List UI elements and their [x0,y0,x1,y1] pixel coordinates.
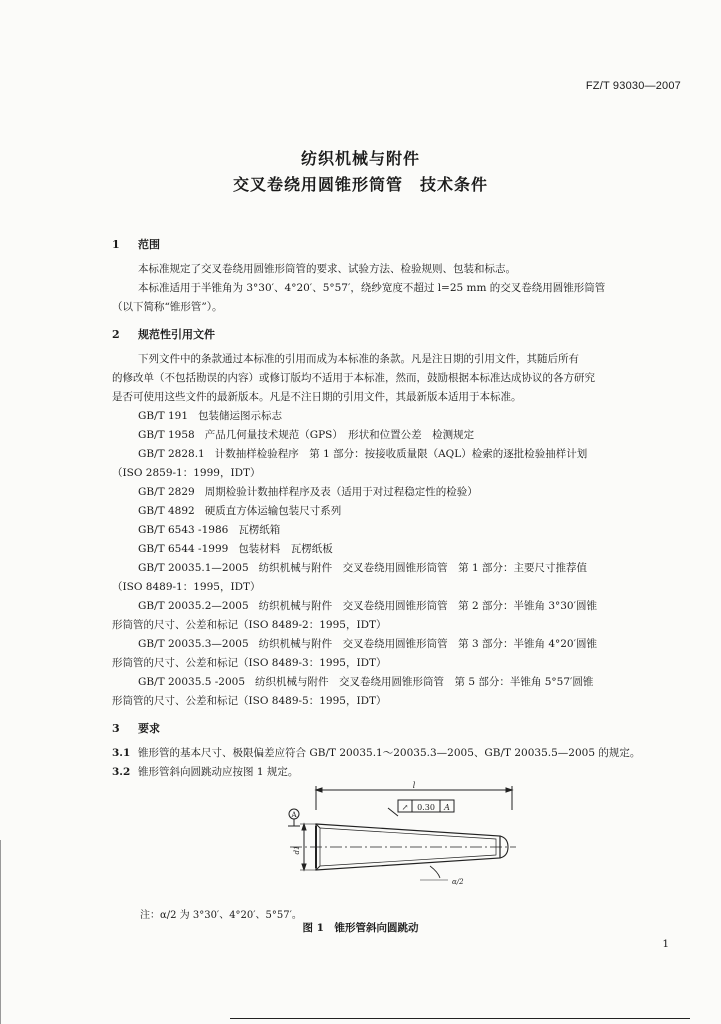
ref-gbt20035-2: GB/T 20035.2—2005 纺织机械与附件 交叉卷绕用圆锥形筒管 第 2 部分：半锥角 3°30′圆锥 [138,600,597,612]
scope-paragraph-1: 本标准规定了交叉卷绕用圆锥形筒管的要求、试验方法、检验规则、包装和标志。 [138,263,516,275]
ref-gbt1958: GB/T 1958 产品几何量技术规范（GPS） 形状和位置公差 检测规定 [138,429,475,441]
ref-gbt20035-2-cont: 形筒管的尺寸、公差和标记（ISO 8489-2：1995，IDT） [112,619,387,631]
normref-intro-3: 是否可使用这些文件的最新版本。凡是不注日期的引用文件，其最新版本适用于本标准。 [112,391,522,403]
ref-gbt4892: GB/T 4892 硬质直方体运输包装尺寸系列 [138,505,342,517]
angle-label: α/2 [452,878,464,886]
ref-gbt2828-cont: （ISO 2859-1：1999，IDT） [112,467,261,479]
section-1-heading: 1 范围 [112,238,160,251]
runout-icon: ↗ [401,803,409,812]
normref-intro-2: 的修改单（不包括勘误的内容）或修订版均不适用于本标准，然而，鼓励根据本标准达成协议的各方研究 [112,372,595,384]
tolerance-datum: A [444,803,450,812]
figure-note: 注：α/2 为 3°30′、4°20′、5°57′。 [140,910,302,921]
ref-gbt6544: GB/T 6544 -1999 包装材料 瓦楞纸板 [138,543,333,555]
figure-caption: 图 1 锥形管斜向圆跳动 [302,922,419,934]
ref-gbt191: GB/T 191 包装储运图示标志 [138,410,283,422]
dia-arrow-bottom-icon [302,864,306,870]
ref-gbt2829: GB/T 2829 周期检验计数抽样程序及表（适用于对过程稳定性的检验） [138,486,478,498]
tolerance-value: 0.30 [417,803,435,812]
ref-gbt20035-3: GB/T 20035.3—2005 纺织机械与附件 交叉卷绕用圆锥形筒管 第 3 部分：半锥角 4°20′圆锥 [138,638,597,650]
ref-gbt20035-1: GB/T 20035.1—2005 纺织机械与附件 交叉卷绕用圆锥形筒管 第 1 部分：主要尺寸推荐值 [138,562,587,574]
section-2-heading: 2 规范性引用文件 [112,328,215,341]
section-3-heading: 3 要求 [112,722,160,735]
page-bottom-rule [230,1018,690,1019]
title-line-1: 纺织机械与附件 [300,149,420,168]
diameter-label: d1 [293,845,301,855]
tolerance-leader [388,808,398,816]
page-number: 1 [662,938,669,950]
normref-intro-1: 下列文件中的条款通过本标准的引用而成为本标准的条款。凡是注日期的引用文件，其随后所有 [138,353,579,365]
angle-arc [430,866,440,878]
dim-arrow-left-icon [316,788,322,792]
ref-gbt6543: GB/T 6543 -1986 瓦楞纸箱 [138,524,281,536]
ref-gbt20035-5: GB/T 20035.5 -2005 纺织机械与附件 交叉卷绕用圆锥形筒管 第 5 部分：半锥角 5°57′圆锥 [138,676,594,688]
ref-gbt20035-5-cont: 形筒管的尺寸、公差和标记（ISO 8489-5：1995，IDT） [112,695,387,707]
dia-arrow-top-icon [302,824,306,830]
standard-number: FZ/T 93030—2007 [585,80,681,92]
figure-1-drawing [280,780,520,900]
title-line-2: 交叉卷绕用圆锥形筒管 技术条件 [232,175,488,194]
length-label: l [412,781,416,790]
ref-gbt20035-1-cont: （ISO 8489-1：1995，IDT） [112,581,261,593]
scan-edge [0,840,1,1024]
dim-arrow-right-icon [506,788,512,792]
clause-3-2: 3.2 锥形管斜向圆跳动应按图 1 规定。 [112,766,299,778]
scope-paragraph-2-cont: （以下简称“锥形管”）。 [112,301,223,313]
ref-gbt2828: GB/T 2828.1 计数抽样检验程序 第 1 部分：按接收质量限（AQL）检索的逐批检验抽样计划 [138,448,588,460]
scope-paragraph-2: 本标准适用于半锥角为 3°30′、4°20′、5°57′，绕纱宽度不超过 l=25 mm 的交叉卷绕用圆锥形筒管 [138,282,606,294]
clause-3-1: 3.1 锥形管的基本尺寸、极限偏差应符合 GB/T 20035.1～20035.3—2005、GB/T 20035.5—2005 的规定。 [112,747,641,759]
datum-label: A [291,811,297,819]
ref-gbt20035-3-cont: 形筒管的尺寸、公差和标记（ISO 8489-3：1995，IDT） [112,657,387,669]
